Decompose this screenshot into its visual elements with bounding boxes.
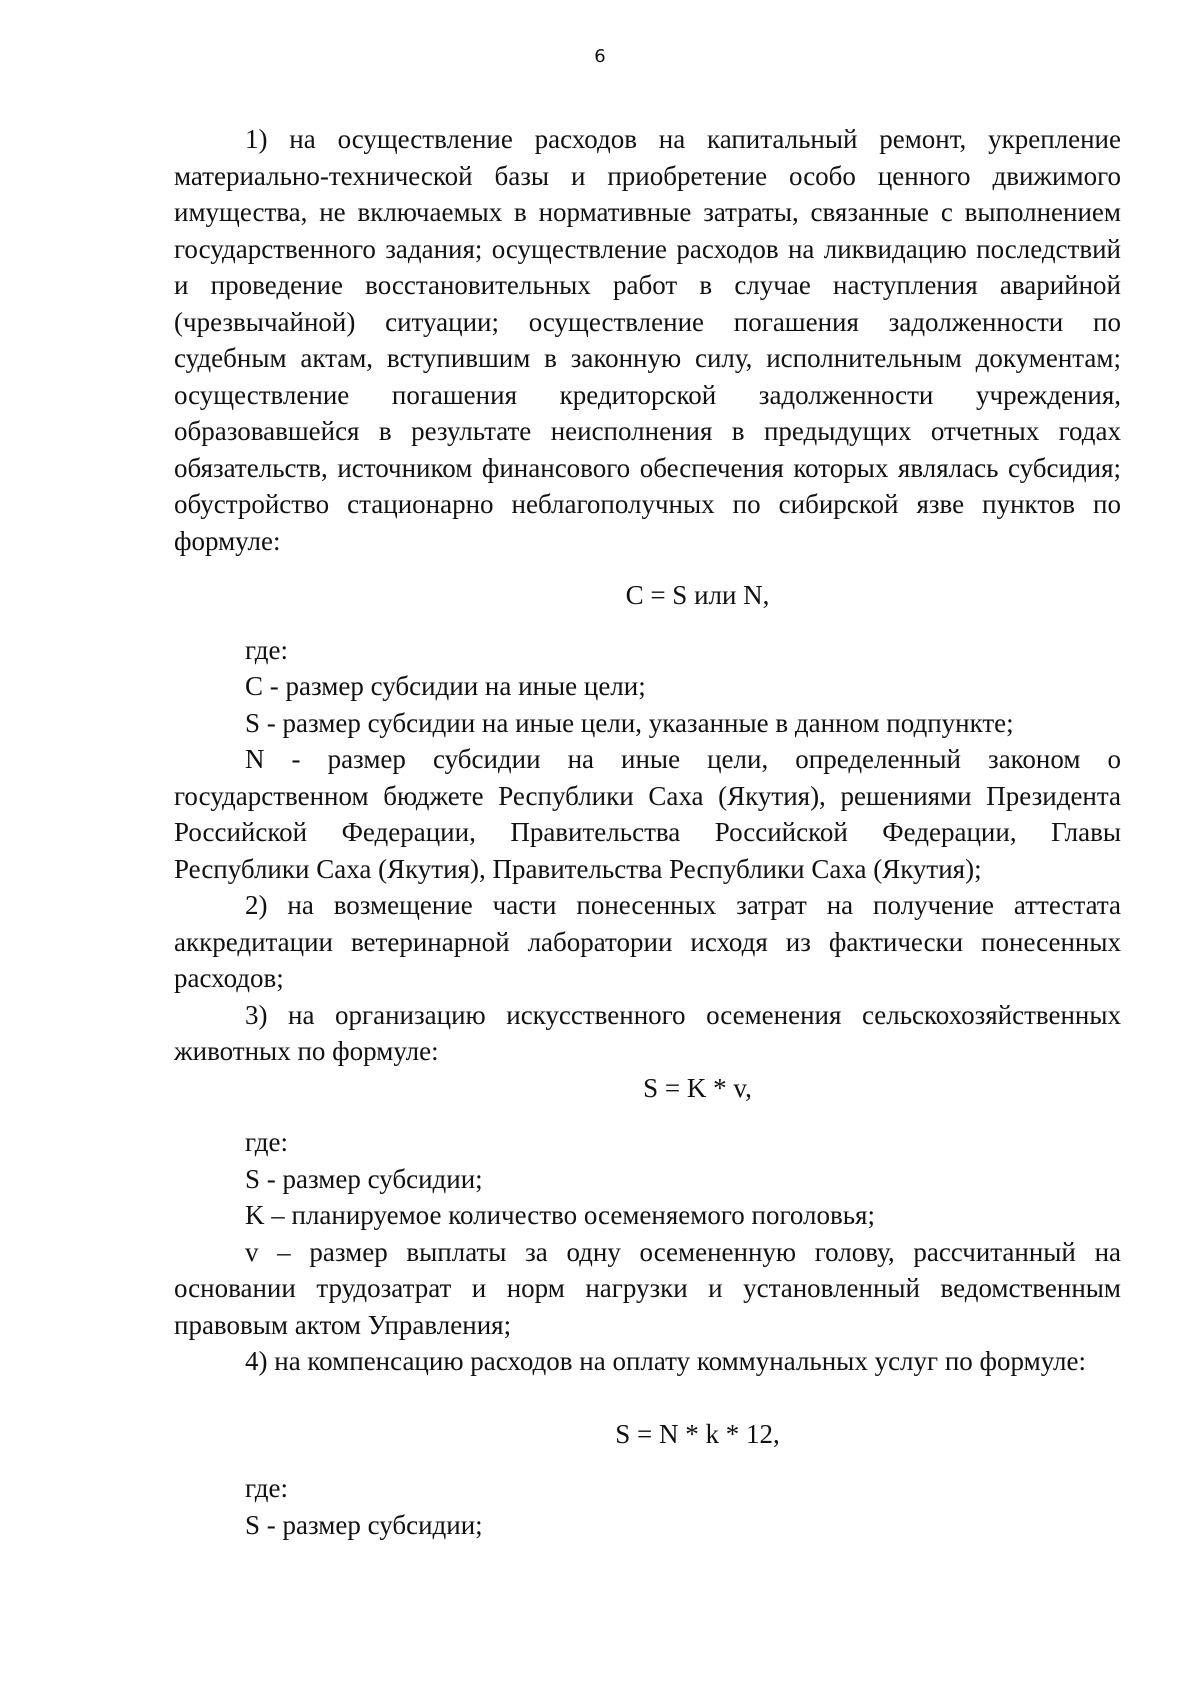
paragraph-4: 4) на компенсацию расходов на оплату коммунальных услуг по формуле: bbox=[245, 1346, 1086, 1376]
paragraph-2: 2) на возмещение части понесенных затрат на получение аттестата аккредитации ветеринарной лаборатории исходя из фактически понесенных расходов; bbox=[174, 890, 1121, 993]
formula-c: C = S или N, bbox=[625, 580, 770, 610]
definition-c: C - размер субсидии на иные цели; bbox=[245, 671, 646, 701]
definition-k-3: K – планируемое количество осеменяемого поголовья; bbox=[245, 1200, 875, 1230]
document-body bbox=[174, 121, 1121, 1543]
definition-s-3: S - размер субсидии; bbox=[245, 1163, 483, 1194]
formula-s-nk12: S = N * k * 12, bbox=[615, 1418, 780, 1449]
page-number: 6 bbox=[594, 46, 606, 67]
definition-n-1: N - размер субсидии на иные цели, определенный законом о государственном бюджете Республики Саха (Якутия), решениями Президента Российской Федерации, Правительства Российской Федерации, Главы Республики Саха (Якутия), Правительства Республики Саха (Якутия); bbox=[174, 744, 1121, 884]
paragraph-3: 3) на организацию искусственного осеменения сельскохозяйственных животных по формуле: bbox=[174, 999, 1121, 1066]
paragraph-1: 1) на осуществление расходов на капитальный ремонт, укрепление материально-технической базы и приобретение особо ценного движимого имущества, не включаемых в нормативные затраты, связанные с выполнением государственного задания; осуществление расходов на ликвидацию последствий и проведение восстановительных работ в случае наступления аварийной (чрезвычайной) ситуации; осуществление погашения задолженности по судебным актам, вступившим в законную силу, исполнительным документам; осуществление погашения кредиторской задолженности учреждения, образовавшейся в результате неисполнения в предыдущих отчетных годах обязательств, источником финансового обеспечения которых являлась субсидия; обустройство стационарно неблагополучных по сибирской язве пунктов по формуле: bbox=[174, 124, 1121, 556]
formula-s-kv: S = K * v, bbox=[643, 1072, 752, 1103]
definition-v-3: v – размер выплаты за одну осемененную голову, рассчитанный на основании трудозатрат и норм нагрузки и установленный ведомственным правовым актом Управления; bbox=[174, 1236, 1121, 1340]
where-label-3: где: bbox=[245, 1127, 288, 1157]
definition-s-1: S - размер субсидии на иные цели, указанные в данном подпункте; bbox=[245, 707, 1014, 738]
definition-s-4: S - размер субсидии; bbox=[245, 1509, 483, 1540]
where-label-4: где: bbox=[245, 1473, 288, 1503]
where-label-1: где: bbox=[245, 634, 288, 665]
